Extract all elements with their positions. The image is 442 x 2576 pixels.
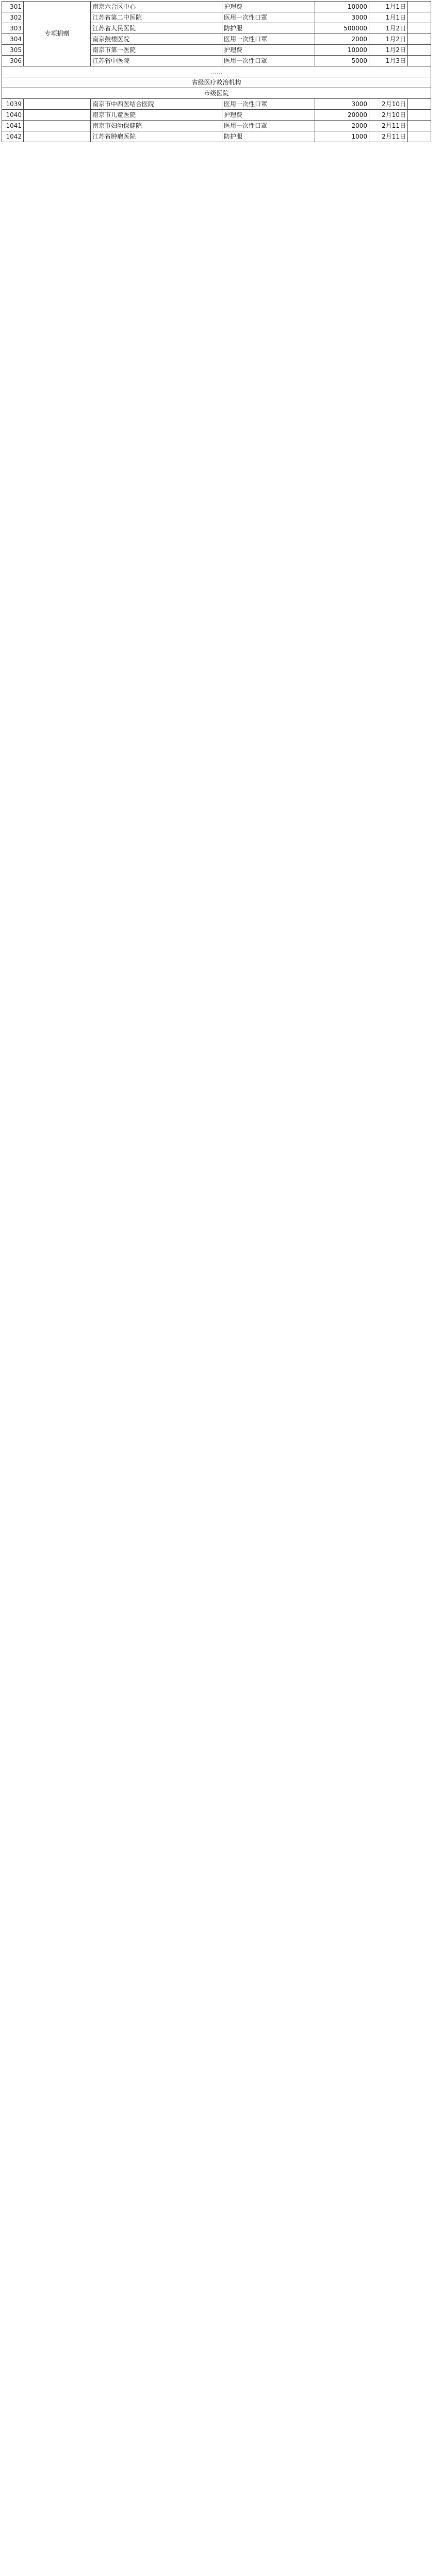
table-row: 301 专项捐赠 南京六合区中心 护理费 10000 1月1日 — [2, 2, 431, 12]
ellipsis-row: …… — [2, 66, 431, 77]
table-row: 302 江苏省第二中医院 医用一次性口罩 3000 1月1日 — [2, 12, 431, 23]
table-row: 306 江苏省中医院 医用一次性口罩 5000 1月3日 — [2, 56, 431, 66]
table-row: 1042 江苏省肿瘤医院 防护服 1000 2月11日 — [2, 131, 431, 142]
category-cell: 专项捐赠 — [24, 2, 91, 66]
table-row: 305 南京市第一医院 护理费 10000 1月2日 — [2, 45, 431, 56]
donation-table — [2, 1, 431, 142]
table-row: 1041 南京市妇幼保健院 医用一次性口罩 2000 2月11日 — [2, 121, 431, 131]
table-row: 1040 南京市儿童医院 护理费 20000 2月10日 — [2, 110, 431, 121]
table-row: 303 江苏省人民医院 防护服 500000 1月2日 — [2, 23, 431, 34]
category-row: 市级医院 — [2, 88, 431, 99]
table-row: 304 南京鼓楼医院 医用一次性口罩 2000 1月2日 — [2, 34, 431, 45]
donation-ledger-sheet — [2, 1, 431, 142]
category-row: 省级医疗救治机构 — [2, 77, 431, 88]
table-row: 1039 南京市中西医结合医院 医用一次性口罩 3000 2月10日 — [2, 99, 431, 110]
